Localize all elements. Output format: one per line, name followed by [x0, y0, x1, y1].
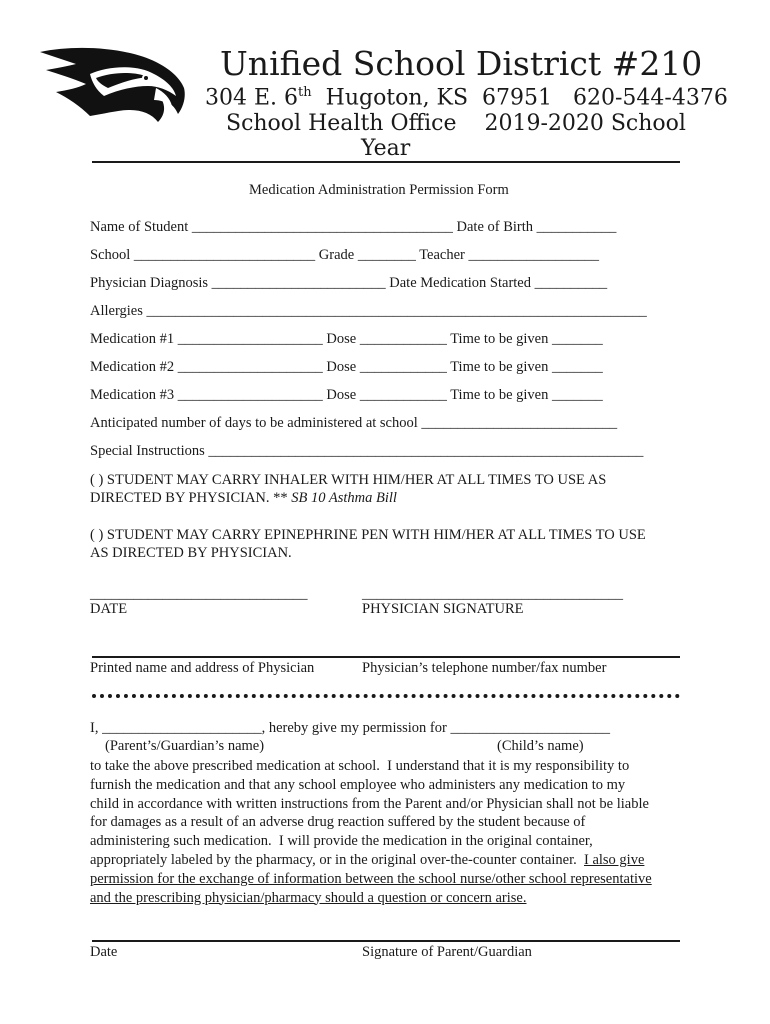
physician-signature-label: PHYSICIAN SIGNATURE — [362, 601, 524, 617]
printed-name-label: Printed name and address of Physician — [90, 660, 315, 676]
school-field[interactable]: School _________________________ Grade ________ Teacher __________________ — [90, 247, 599, 263]
info-exchange-consent: I also give — [584, 851, 645, 868]
date-signature-line[interactable]: ______________________________ — [90, 586, 308, 602]
cut-line-divider — [92, 694, 680, 698]
medication-3-field[interactable]: Medication #3 ____________________ Dose ____________ Time to be given _______ — [90, 387, 603, 403]
phone-fax-label: Physician’s telephone number/fax number — [362, 660, 607, 676]
student-name-field[interactable]: Name of Student ____________________________________ Date of Birth ___________ — [90, 219, 617, 235]
info-exchange-consent-line: and the prescribing physician/pharmacy should a question or concern arise. — [90, 889, 527, 906]
epinephrine-option[interactable]: ( ) STUDENT MAY CARRY EPINEPHRINE PEN WITH HIM/HER AT ALL TIMES TO USE — [90, 527, 646, 543]
parent-date-label: Date — [90, 944, 118, 960]
address-city-phone: Hugoton, KS 67951 620-544-4376 — [311, 85, 728, 111]
consent-line: to take the above prescribed medication at school. I understand that it is my responsibility to — [90, 758, 630, 774]
diagnosis-field[interactable]: Physician Diagnosis ________________________ Date Medication Started __________ — [90, 275, 608, 291]
inhaler-option-line2 — [90, 490, 397, 507]
medication-2-field[interactable]: Medication #2 ____________________ Dose ____________ Time to be given _______ — [90, 359, 603, 375]
eagle-head-logo — [38, 44, 188, 124]
office-line: School Health Office 2019-2020 School — [226, 111, 686, 136]
consent-line: administering such medication. I will provide the medication in the original container, — [90, 833, 593, 850]
days-field[interactable]: Anticipated number of days to be administered at school ___________________________ — [90, 415, 618, 431]
epinephrine-option-line2: AS DIRECTED BY PHYSICIAN. — [90, 545, 292, 561]
parent-signature-label: Signature of Parent/Guardian — [362, 944, 532, 960]
asthma-bill-note: SB 10 Asthma Bill — [291, 490, 397, 506]
form-title: Medication Administration Permission Form — [249, 182, 509, 198]
address-superscript: th — [298, 85, 312, 100]
consent-line — [90, 851, 690, 870]
header-rule — [92, 161, 680, 163]
consent-line: furnish the medication and that any school employee who administers any medication to my — [90, 776, 626, 793]
inhaler-directive: DIRECTED BY PHYSICIAN. ** — [90, 490, 292, 506]
physician-info-rule — [92, 656, 680, 658]
info-exchange-consent-line: permission for the exchange of information between the school nurse/other school representative — [90, 870, 652, 887]
allergies-field[interactable]: Allergies _____________________________________________________________________ — [90, 303, 647, 319]
address-street: 304 E. 6 — [205, 85, 299, 111]
date-label: DATE — [90, 601, 128, 617]
special-instructions-field[interactable]: Special Instructions ____________________________________________________________ — [90, 443, 644, 459]
consent-names-line[interactable]: I, ______________________, hereby give my permission for ______________________ — [90, 720, 610, 736]
child-name-caption: (Child’s name) — [497, 738, 584, 754]
consent-paragraph — [90, 757, 690, 907]
consent-line: child in accordance with written instructions from the Parent and/or Physician shall not be liable — [90, 795, 649, 812]
district-address — [205, 85, 728, 110]
medication-1-field[interactable]: Medication #1 ____________________ Dose ____________ Time to be given _______ — [90, 331, 603, 347]
consent-line: for damages as a result of an adverse drug reaction suffered by the student because of — [90, 814, 586, 831]
district-title: Unified School District #210 — [220, 44, 703, 83]
parent-name-caption: (Parent’s/Guardian’s name) — [105, 738, 265, 754]
physician-signature-line[interactable]: ____________________________________ — [362, 586, 623, 602]
inhaler-option[interactable]: ( ) STUDENT MAY CARRY INHALER WITH HIM/HER AT ALL TIMES TO USE AS — [90, 472, 607, 488]
year-line: Year — [361, 136, 411, 161]
parent-signature-rule — [92, 940, 680, 942]
consent-text: appropriately labeled by the pharmacy, or in the original over-the-counter container. — [90, 851, 584, 868]
